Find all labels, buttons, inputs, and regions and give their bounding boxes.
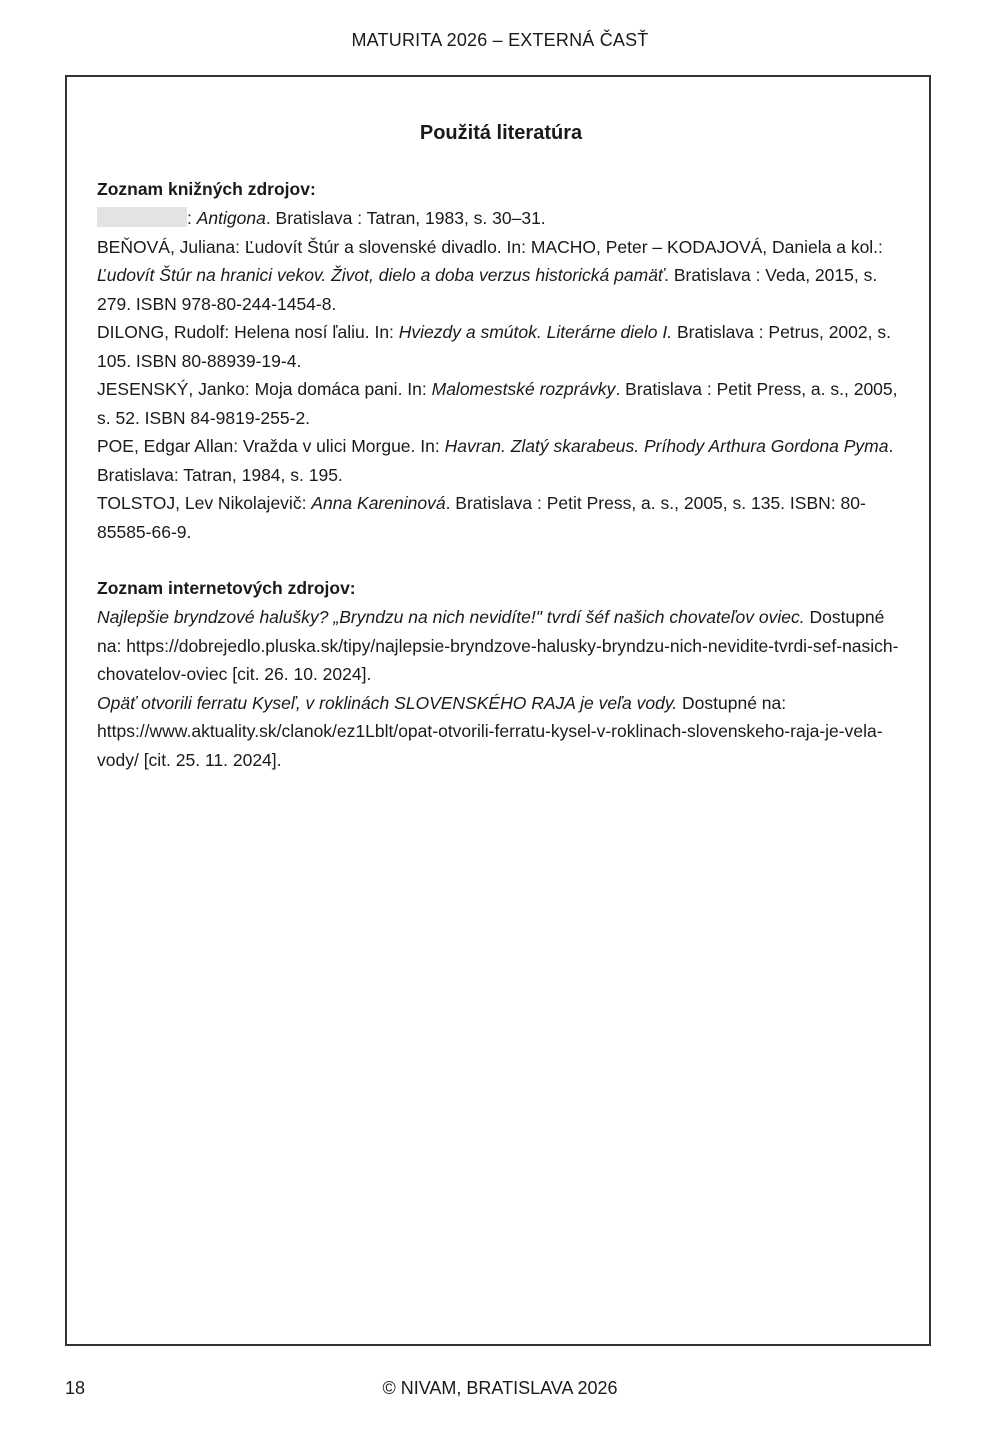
book-author: DILONG, Rudolf: Helena nosí ľaliu. In: bbox=[97, 322, 399, 342]
web-article-title: Opäť otvorili ferratu Kyseľ, v roklinách SLOVENSKÉHO RAJA je veľa vody. bbox=[97, 692, 678, 713]
book-entry-antigona: : Antigona. Bratislava : Tatran, 1983, s. 30–31. bbox=[97, 204, 905, 233]
content-area bbox=[97, 122, 905, 774]
web-article-details: Dostupné na: https://www.aktuality.sk/clanok/ez1Lblt/opat-otvorili-ferratu-kysel-v-roklinach-slovenskeho-raja-je-vela-vody/ [cit. 25. 11. 2024]. bbox=[97, 692, 883, 770]
book-sources-heading: Zoznam knižných zdrojov: bbox=[97, 179, 316, 199]
redacted-author-block bbox=[97, 207, 187, 227]
book-details: . Bratislava : Petit Press, a. s., 2005, s. 135. ISBN: 80-85585-66-9. bbox=[97, 493, 866, 542]
internet-sources-heading: Zoznam internetových zdrojov: bbox=[97, 578, 356, 598]
web-article-title: Najlepšie bryndzové halušky? „Bryndzu na nich nevidíte!" tvrdí šéf našich chovateľov oviec. bbox=[97, 607, 805, 627]
book-details: Bratislava : Petrus, 2002, s. 105. ISBN 80-88939-19-4. bbox=[97, 322, 891, 371]
book-details: . Bratislava : Veda, 2015, s. 279. ISBN 978-80-244-1454-8. bbox=[97, 265, 878, 314]
book-author: JESENSKÝ, Janko: Moja domáca pani. In: bbox=[97, 379, 432, 399]
book-title: Anna Kareninová bbox=[311, 493, 446, 513]
book-entry-dilong bbox=[97, 318, 905, 375]
web-entry-ferrata bbox=[97, 689, 905, 775]
book-title: Malomestské rozprávky bbox=[431, 379, 616, 399]
book-title: Ľudovít Štúr na hranici vekov. Život, dielo a doba verzus historická pamäť bbox=[97, 265, 665, 285]
section-spacer bbox=[97, 546, 905, 574]
copyright-notice: © NIVAM, BRATISLAVA 2026 bbox=[382, 1378, 618, 1398]
book-entry-poe bbox=[97, 432, 905, 489]
section-title: Použitá literatúra bbox=[419, 122, 583, 144]
book-author: POE, Edgar Allan: Vražda v ulici Morgue. In: bbox=[97, 436, 445, 456]
book-author: TOLSTOJ, Lev Nikolajevič: bbox=[97, 493, 312, 513]
content-frame bbox=[65, 75, 931, 1346]
book-details: . Bratislava : Petit Press, a. s., 2005, s. 52. ISBN 84-9819-255-2. bbox=[97, 379, 898, 428]
book-title: Antigona bbox=[196, 208, 266, 228]
book-details: . Bratislava: Tatran, 1984, s. 195. bbox=[97, 436, 894, 485]
book-author: BEŇOVÁ, Juliana: Ľudovít Štúr a slovenské divadlo. In: MACHO, Peter – KODAJOVÁ, Daniela a kol.: bbox=[97, 236, 883, 257]
book-entry-benova bbox=[97, 233, 905, 319]
web-article-details: Dostupné na: https://dobrejedlo.pluska.sk/tipy/najlepsie-bryndzove-halusky-bryndzu-nich-nevidite-tvrdi-sef-nasich-chovatelov-oviec [cit. 26. 10. 2024]. bbox=[97, 607, 899, 684]
book-entry-tolstoj bbox=[97, 489, 905, 546]
web-entry-halusky bbox=[97, 603, 905, 689]
book-entry-jesensky bbox=[97, 375, 905, 432]
page-number: 18 bbox=[65, 1378, 86, 1398]
page-header: MATURITA 2026 – EXTERNÁ ČASŤ bbox=[351, 30, 649, 50]
book-title: Hviezdy a smútok. Literárne dielo I. bbox=[398, 322, 673, 342]
book-title: Havran. Zlatý skarabeus. Príhody Arthura Gordona Pyma bbox=[444, 436, 889, 456]
book-details: . Bratislava : Tatran, 1983, s. 30–31. bbox=[265, 208, 546, 228]
